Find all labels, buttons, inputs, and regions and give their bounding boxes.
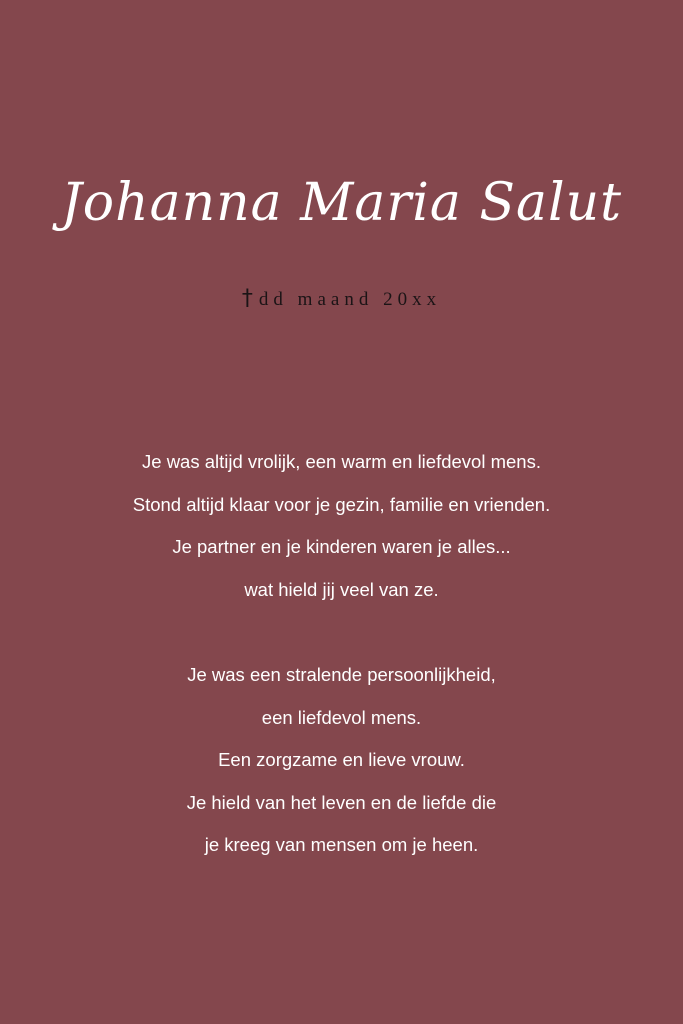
poem-line: je kreeg van mensen om je heen. (204, 834, 479, 855)
poem-stanza-1 (0, 441, 683, 611)
poem-line: Je partner en je kinderen waren je alles... (172, 536, 511, 557)
poem-stanza-2 (0, 654, 683, 867)
death-date: dd maand 20xx (258, 289, 442, 310)
poem-line: Je was een stralende persoonlijkheid, (187, 664, 496, 685)
poem-line: een liefdevol mens. (261, 706, 422, 728)
poem-line: Je was altijd vrolijk, een warm en liefdevol mens. (142, 451, 541, 472)
poem-line: Een zorgzame en lieve vrouw. (218, 749, 465, 770)
cross-icon: † (241, 286, 253, 311)
poem-line: Stond altijd klaar voor je gezin, familie en vrienden. (132, 493, 551, 515)
date-line (0, 286, 683, 311)
poem-line: Je hield van het leven en de liefde die (186, 791, 497, 813)
deceased-name: Johanna Maria Salut (60, 173, 623, 233)
poem-line: wat hield jij veel van ze. (244, 578, 439, 600)
